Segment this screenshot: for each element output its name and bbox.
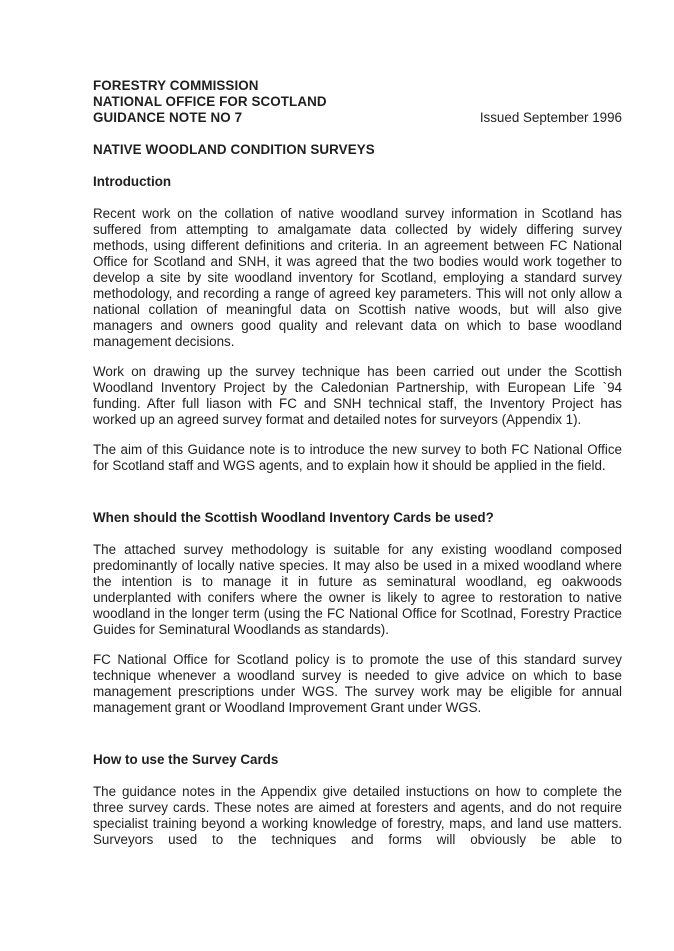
org-name-line2: NATIONAL OFFICE FOR SCOTLAND <box>93 94 327 109</box>
section-heading-when-to-use: When should the Scottish Woodland Inventory Cards be used? <box>93 510 494 525</box>
paragraph: Recent work on the collation of native woodland survey information in Scotland has suffered from attempting to amalgamate data collected by widely differing survey methods, using different definitions and criteria. In an agreement between FC National Office for Scotland and SNH, it was agreed that the two bodies would work together to develop a site by site woodland inventory for Scotland, employing a standard survey methodology, and recording a range of agreed key parameters. This will not only allow a national collation of meaningful data on Scottish native woods, but will also give managers and owners good quality and relevant data on which to base woodland management decisions. <box>93 206 622 349</box>
section-heading-how-to-use: How to use the Survey Cards <box>93 752 279 767</box>
paragraph: FC National Office for Scotland policy is to promote the use of this standard survey technique whenever a woodland survey is needed to give advice on which to base management prescriptions under WGS. The survey work may be eligible for annual management grant or Woodland Improvement Grant under WGS. <box>93 652 622 715</box>
paragraph: The aim of this Guidance note is to introduce the new survey to both FC National Office for Scotland staff and WGS agents, and to explain how it should be applied in the field. <box>93 442 622 473</box>
document-title: NATIVE WOODLAND CONDITION SURVEYS <box>93 142 375 157</box>
document-content <box>93 78 622 862</box>
paragraph: The guidance notes in the Appendix give detailed instuctions on how to complete the three survey cards. These notes are aimed at foresters and agents, and do not require specialist training beyond a working knowledge of forestry, maps, and land use matters. Surveyors used to the techniques and forms will obviously be able to <box>93 784 622 847</box>
issued-date: Issued September 1996 <box>479 110 622 125</box>
guidance-note-row <box>93 110 622 126</box>
paragraph: Work on drawing up the survey technique has been carried out under the Scottish Woodland Inventory Project by the Caledonian Partnership, with European Life `94 funding. After full liason with FC and SNH technical staff, the Inventory Project has worked up an agreed survey format and detailed notes for surveyors (Appendix 1). <box>93 364 622 427</box>
paragraph: The attached survey methodology is suitable for any existing woodland composed predominantly of locally native species. It may also be used in a mixed woodland where the intention is to manage it in future as seminatural woodland, eg oakwoods underplanted with conifers where the owner is likely to agree to restoration to native woodland in the longer term (using the FC National Office for Scotlnad, Forestry Practice Guides for Seminatural Woodlands as standards). <box>93 542 622 637</box>
org-name-line1: FORESTRY COMMISSION <box>93 78 259 93</box>
guidance-note-number: GUIDANCE NOTE NO 7 <box>93 110 243 125</box>
section-heading-introduction: Introduction <box>93 174 172 189</box>
